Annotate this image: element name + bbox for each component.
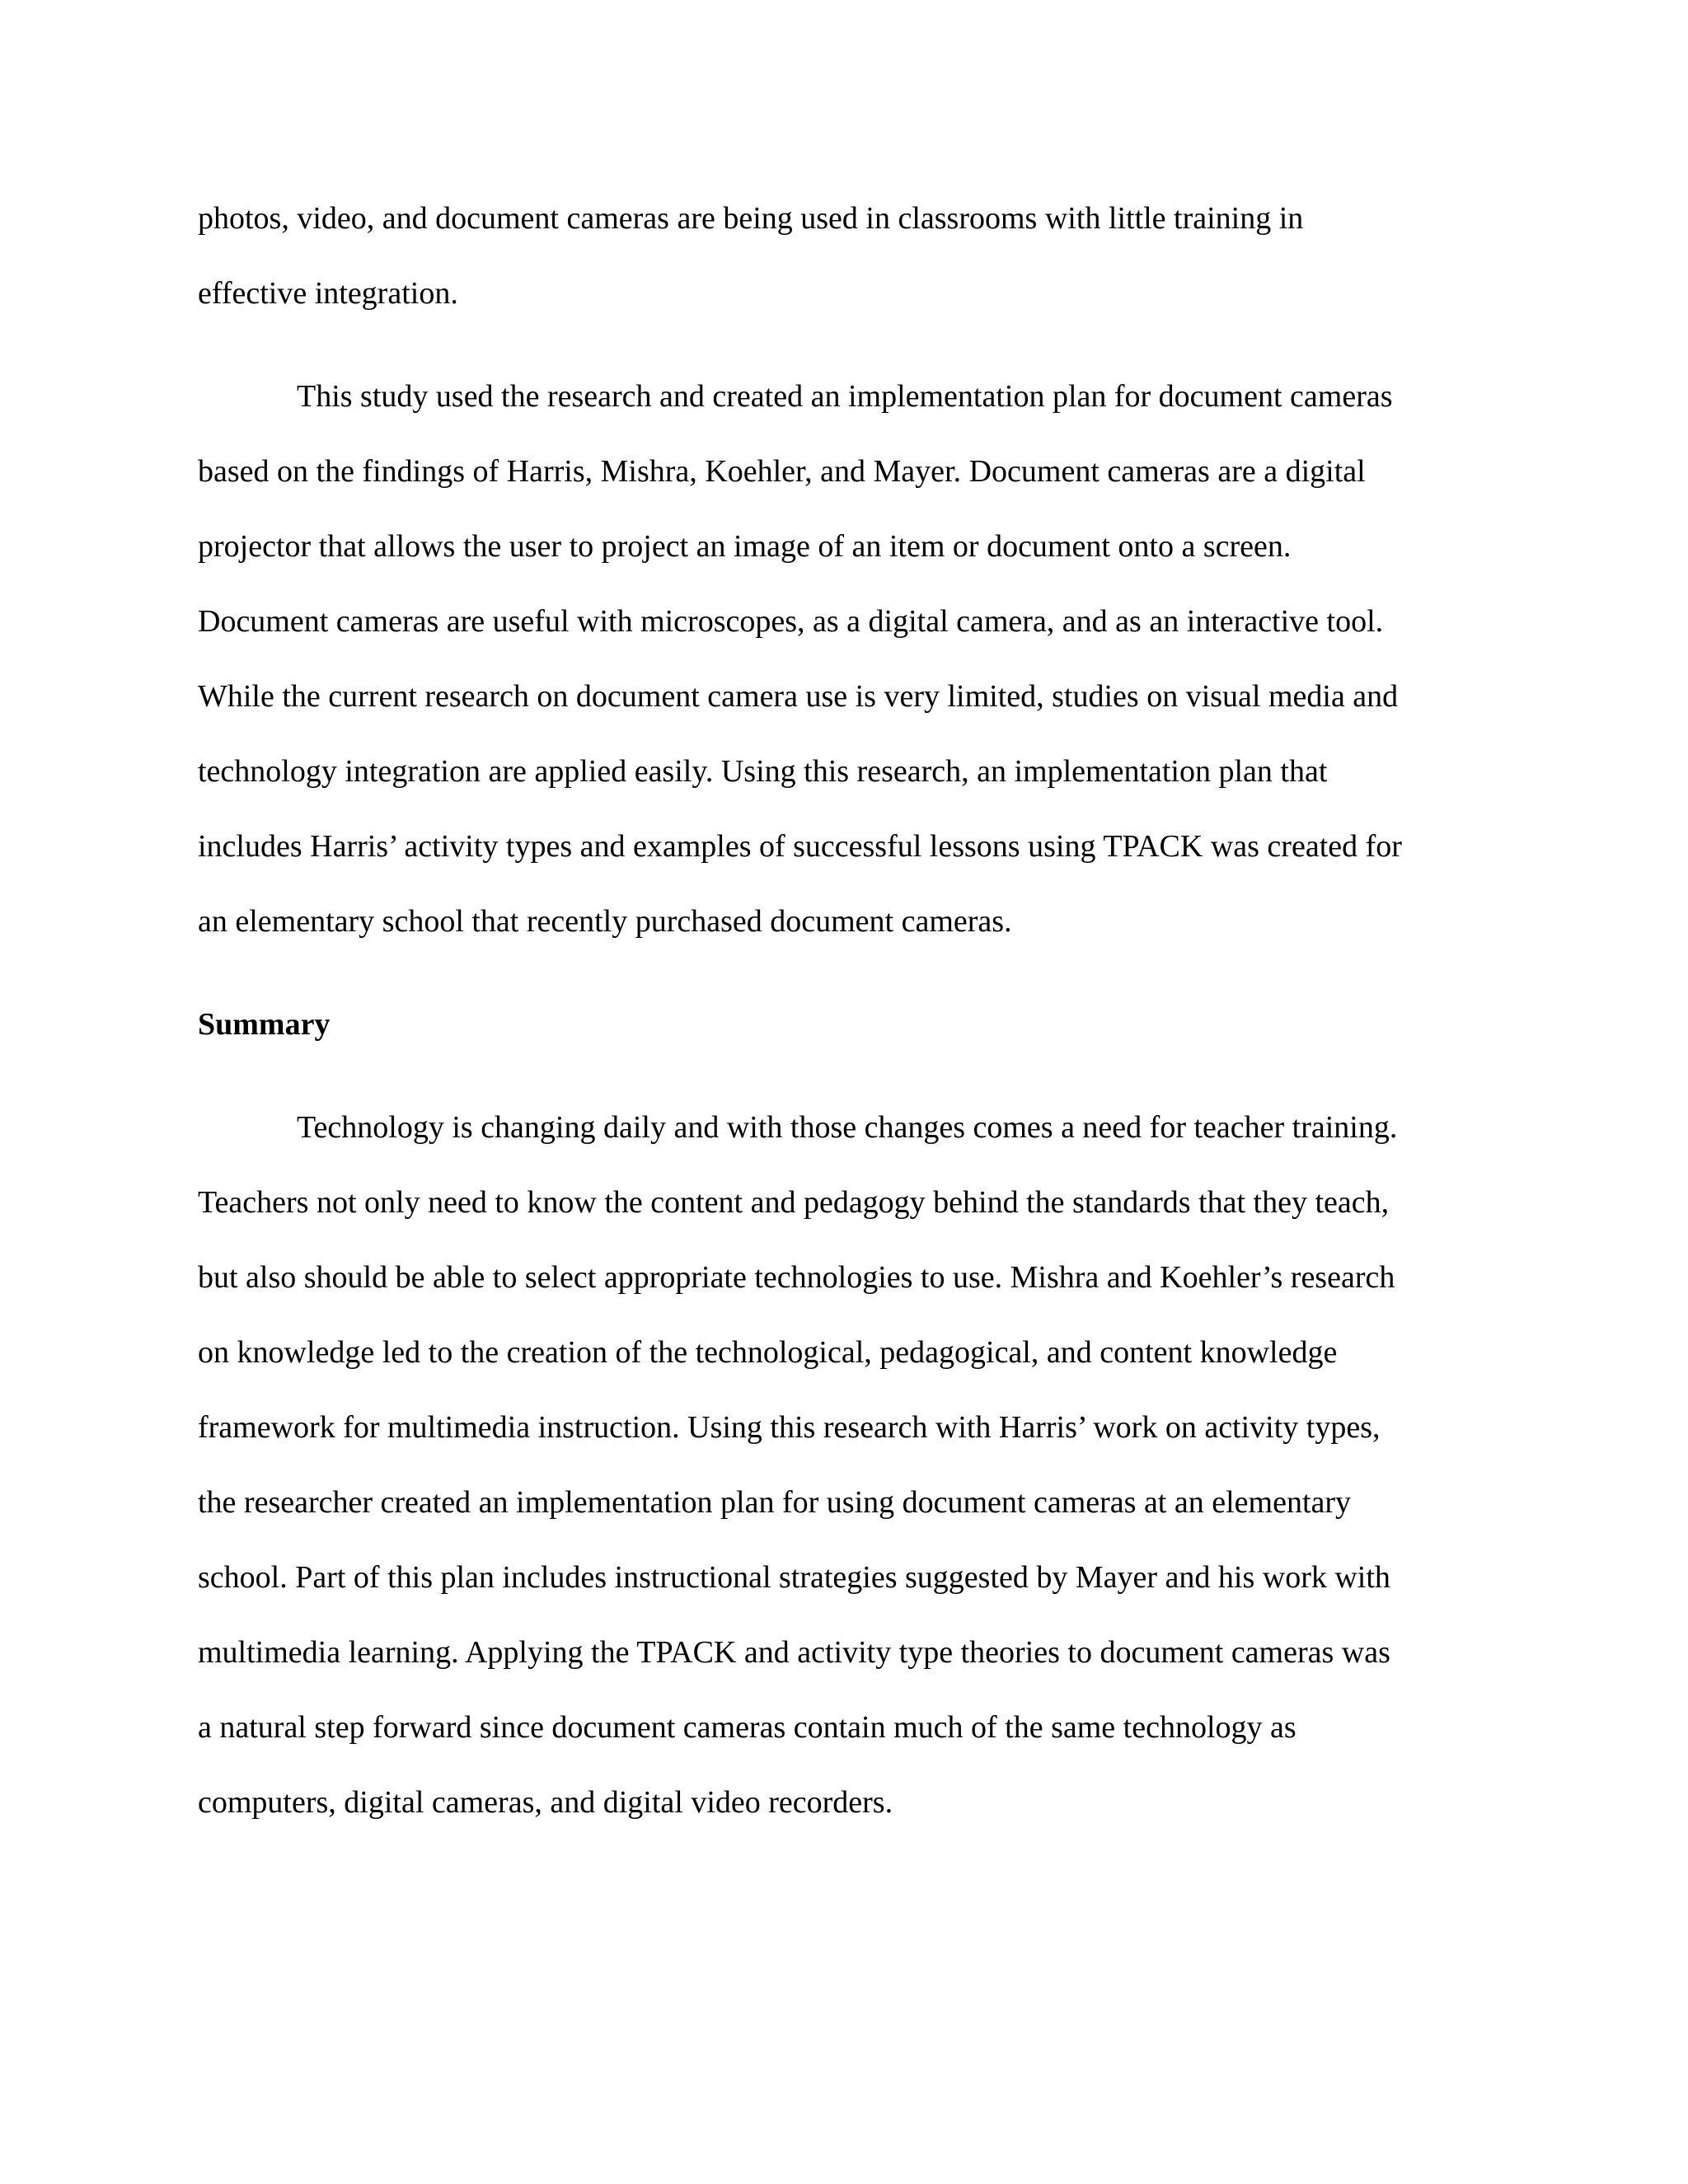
- text-line: a natural step forward since document cameras contain much of the same technology as: [198, 1710, 1296, 1745]
- text-line: school. Part of this plan includes instructional strategies suggested by Mayer and his work with: [198, 1560, 1390, 1595]
- text-line: on knowledge led to the creation of the technological, pedagogical, and content knowledge: [198, 1335, 1338, 1370]
- text-line: This study used the research and created an implementation plan for document cameras: [297, 379, 1393, 414]
- section-heading: Summary: [198, 1007, 331, 1042]
- text-line: an elementary school that recently purchased document cameras.: [198, 904, 1012, 939]
- text-line: but also should be able to select appropriate technologies to use. Mishra and Koehler’s research: [198, 1260, 1395, 1295]
- text-line: photos, video, and document cameras are being used in classrooms with little training in: [198, 201, 1304, 236]
- text-line: Document cameras are useful with microscopes, as a digital camera, and as an interactive tool.: [198, 604, 1384, 639]
- text-line: the researcher created an implementation plan for using document cameras at an elementary: [198, 1485, 1352, 1520]
- text-line: While the current research on document camera use is very limited, studies on visual media and: [198, 679, 1399, 714]
- text-line: framework for multimedia instruction. Using this research with Harris’ work on activity types,: [198, 1410, 1381, 1445]
- text-line: effective integration.: [198, 276, 458, 311]
- text-line: multimedia learning. Applying the TPACK and activity type theories to document cameras was: [198, 1635, 1390, 1670]
- text-line: includes Harris’ activity types and examples of successful lessons using TPACK was created for: [198, 829, 1402, 864]
- text-line: technology integration are applied easily. Using this research, an implementation plan that: [198, 754, 1328, 789]
- text-line: computers, digital cameras, and digital video recorders.: [198, 1785, 893, 1820]
- text-line: Teachers not only need to know the content and pedagogy behind the standards that they teach,: [198, 1185, 1390, 1220]
- text-line: Technology is changing daily and with those changes comes a need for teacher training.: [297, 1110, 1398, 1145]
- text-line: based on the findings of Harris, Mishra, Koehler, and Mayer. Document cameras are a digital: [198, 454, 1366, 489]
- text-line: projector that allows the user to project an image of an item or document onto a screen.: [198, 529, 1292, 564]
